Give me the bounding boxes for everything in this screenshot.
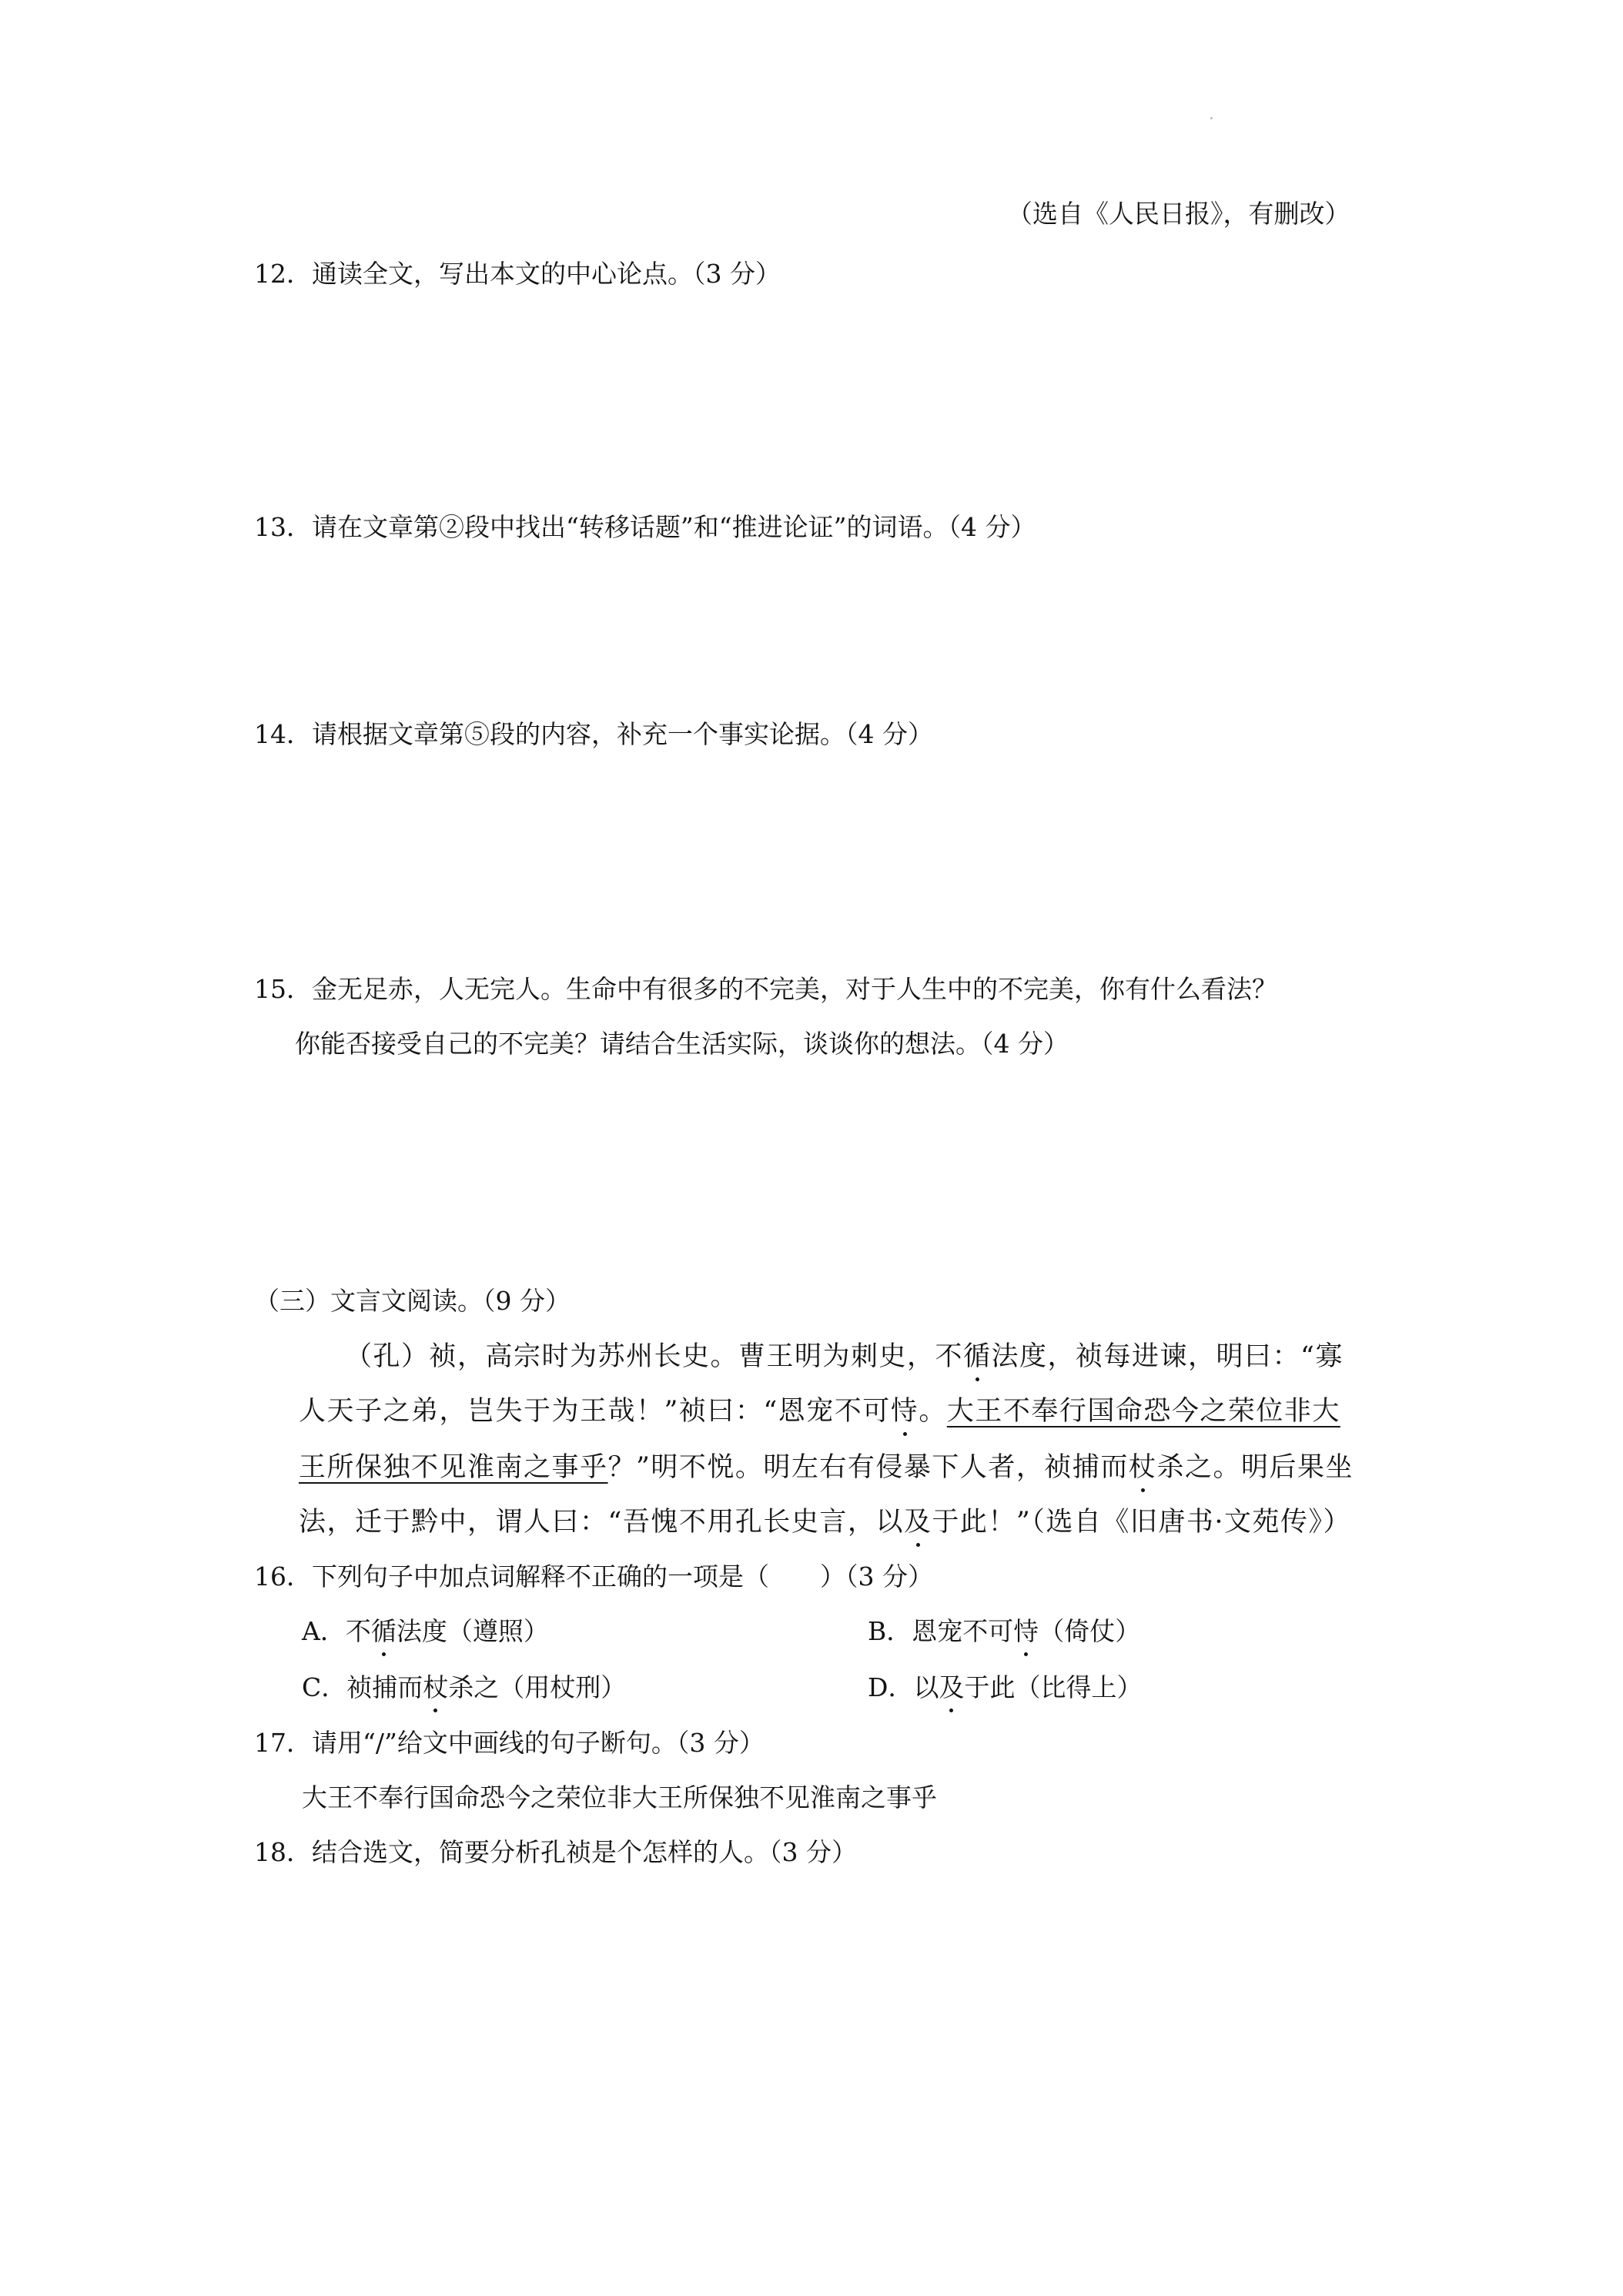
scan-speck — [1210, 117, 1213, 119]
passage-line-2 — [299, 1394, 1340, 1428]
option-text: 法度（遵照） — [396, 1616, 549, 1646]
underlined-sentence: 大王不奉行国命恐今之荣位非大 — [946, 1396, 1340, 1427]
dotted-char: 杖 — [423, 1671, 448, 1705]
option-text: D．以 — [868, 1672, 939, 1702]
passage-text: 于此！”（选自《旧唐书·文苑传》） — [932, 1507, 1351, 1538]
passage-text: 。 — [919, 1396, 947, 1427]
question-14: 14．请根据文章第⑤段的内容，补充一个事实论据。（4 分） — [254, 719, 933, 749]
option-text: 于此（比得上） — [964, 1672, 1143, 1702]
dotted-char: 恃 — [1013, 1615, 1039, 1648]
dotted-char: 循 — [963, 1341, 992, 1372]
question-12: 12．通读全文，写出本文的中心论点。（3 分） — [254, 259, 781, 289]
question-18: 18．结合选文，简要分析孔祯是个怎样的人。（3 分） — [254, 1837, 857, 1867]
passage-line-1 — [345, 1340, 1344, 1374]
dotted-char: 恃 — [890, 1396, 919, 1427]
passage-text: 人天子之弟，岂失于为王哉！”祯曰：“恩宠不可 — [299, 1396, 891, 1427]
question-13: 13．请在文章第②段中找出“转移话题”和“推进论证”的词语。（4 分） — [254, 512, 1036, 542]
option-a — [302, 1615, 549, 1648]
question-15-line-1: 15．金无足赤，人无完人。生命中有很多的不完美，对于人生中的不完美，你有什么看法？ — [254, 974, 1277, 1004]
option-text: C．祯捕而 — [302, 1672, 423, 1702]
question-17-sentence: 大王不奉行国命恐今之荣位非大王所保独不见淮南之事乎 — [302, 1782, 937, 1812]
passage-text: 杀之。明后果坐 — [1156, 1452, 1354, 1483]
question-17: 17．请用“/”给文中画线的句子断句。（3 分） — [254, 1728, 765, 1758]
passage-line-3 — [299, 1451, 1354, 1484]
dotted-char: 及 — [903, 1507, 932, 1538]
passage-line-4 — [299, 1505, 1351, 1539]
underlined-sentence: 王所保独不见淮南之事乎 — [299, 1452, 608, 1483]
dotted-char: 及 — [939, 1671, 964, 1705]
option-text: 杀之（用杖刑） — [448, 1672, 627, 1702]
source-note: （选自《人民日报》，有删改） — [1007, 199, 1350, 229]
question-15-line-2: 你能否接受自己的不完美？请结合生活实际，谈谈你的想法。（4 分） — [295, 1029, 1069, 1059]
option-text: B．恩宠不可 — [868, 1616, 1014, 1646]
dotted-char: 循 — [371, 1615, 397, 1648]
option-c — [302, 1671, 626, 1705]
dotted-char: 杖 — [1128, 1452, 1157, 1483]
option-b — [868, 1615, 1140, 1648]
passage-text: （孔）祯，高宗时为苏州长史。曹王明为刺史，不 — [345, 1341, 964, 1372]
passage-text: 法度，祯每进谏，明曰：“寡 — [991, 1341, 1344, 1372]
option-d — [868, 1671, 1142, 1705]
section-3-heading: （三）文言文阅读。（9 分） — [254, 1286, 571, 1316]
passage-text: ？”明不悦。明左右有侵暴下人者，祯捕而 — [607, 1452, 1129, 1483]
question-16: 16．下列句子中加点词解释不正确的一项是（ ）（3 分） — [254, 1561, 933, 1591]
option-text: A．不 — [302, 1616, 371, 1646]
option-text: （倚仗） — [1039, 1616, 1141, 1646]
passage-text: 法，迁于黔中，谓人曰：“吾愧不用孔长史言，以 — [299, 1507, 904, 1538]
